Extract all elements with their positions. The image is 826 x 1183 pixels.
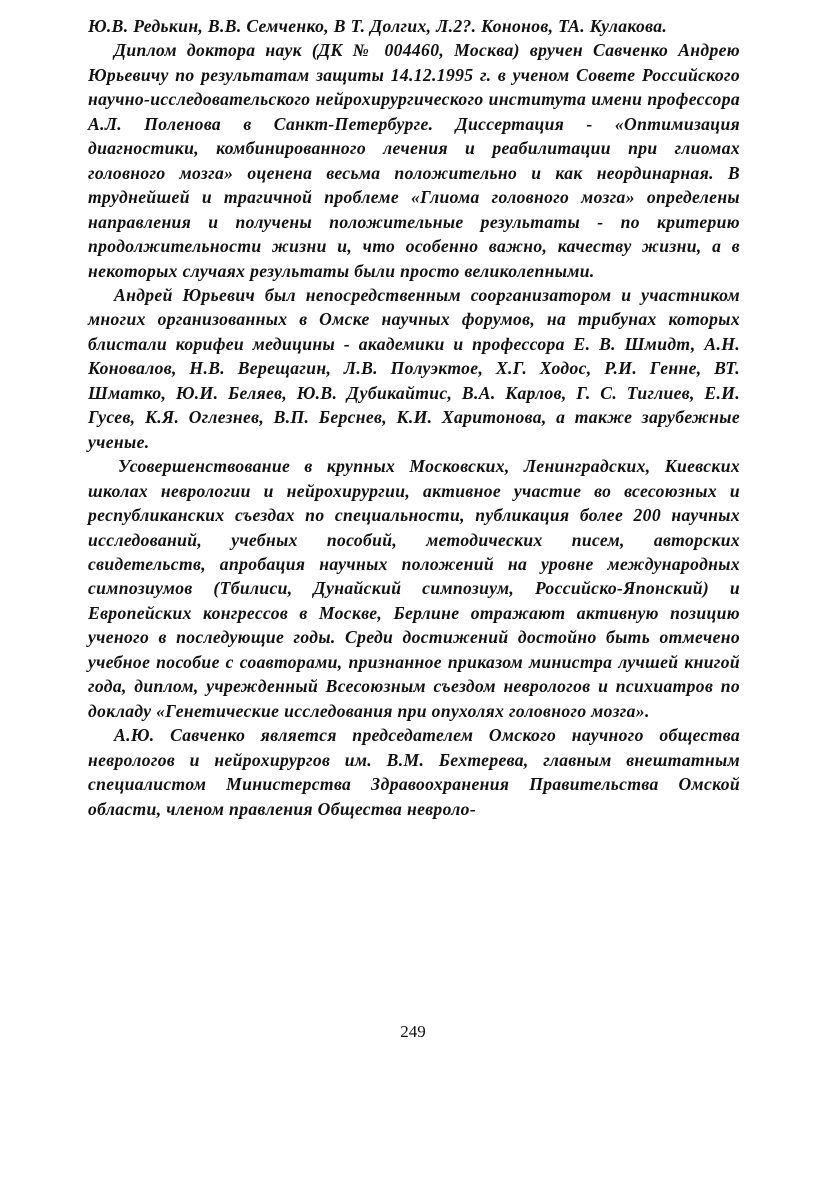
body-text <box>88 14 740 821</box>
paragraph-chairman: А.Ю. Савченко является председателем Омского научного общества неврологов и нейрохирургов им. В.М. Бехтерева, главным внештатным специалистом Министерства Здравоохранения Правительства Омской области, членом правления Общества невроло- <box>88 725 740 819</box>
paragraph-forums: Андрей Юрьевич был непосредственным соорганизатором и участником многих организованных в Омске научных форумов, на трибунах которых блистали корифеи медицины - академики и профессора Е. В. Шмидт, А.Н. Коновалов, Н.В. Верещагин, Л.В. Полуэктое, Х.Г. Ходос, Р.И. Генне, ВТ. Шматко, Ю.И. Беляев, Ю.В. Дубикайтис, В.А. Карлов, Г. С. Тиглиев, Е.И. Гусев, К.Я. Оглезнев, В.П. Берснев, К.И. Харитонова, а также зарубежные ученые. <box>88 284 740 452</box>
paragraph-achievements: Усовершенствование в крупных Московских, Ленинградских, Киевских школах неврологии и нейрохирургии, активное участие во всесоюзных и республиканских съездах по специальности, публикация более 200 научных исследований, учебных пособий, методических писем, авторских свидетельств, апробация научных положений на уровне международных симпозиумов (Тбилиси, Дунайский симпозиум, Российско-Японский) и Европейских конгрессов в Москве, Берлине отражают активную позицию ученого в последующие годы. Среди достижений достойно быть отмечено учебное пособие с соавторами, признанное приказом министра лучшей книгой года, диплом, учрежденный Всесоюзным съездом неврологов и психиатров по докладу «Генетические исследования при опухолях головного мозга». <box>88 456 740 721</box>
paragraph-diploma: Диплом доктора наук (ДК № 004460, Москва) вручен Савченко Андрею Юрьевичу по результатам защиты 14.12.1995 г. в ученом Совете Российского научно-исследовательского нейрохирургического института имени профессора А.Л. Поленова в Санкт-Петербурге. Диссертация - «Оптимизация диагностики, комбинированного лечения и реабилитации при глиомах головного мозга» оценена весьма положительно и как неординарная. В труднейшей и трагичной проблеме «Глиома головного мозга» определены направления и получены положительные результаты - по критерию продолжительности жизни и, что особенно важно, качеству жизни, а в некоторых случаях результаты были просто великолепными. <box>88 40 740 281</box>
authors-line: Ю.В. Редькин, В.В. Семченко, В Т. Долгих, Л.2?. Кононов, ТА. Кулакова. <box>88 16 668 36</box>
page-number: 249 <box>400 1022 426 1041</box>
